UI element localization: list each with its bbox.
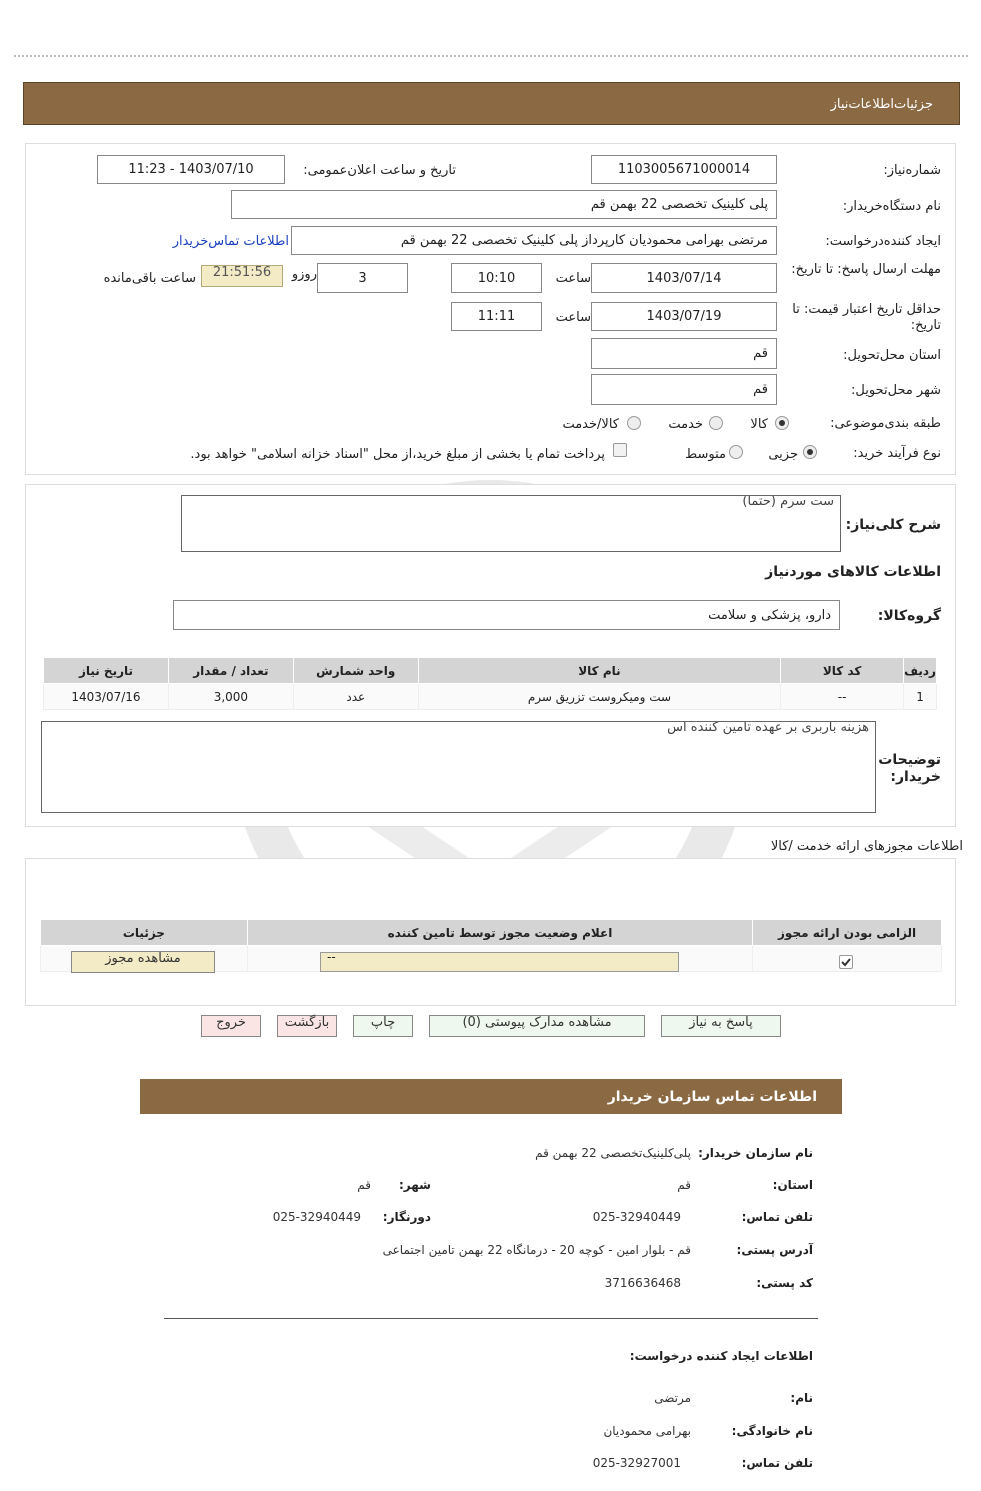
validity-label: حداقل تاریخ اعتبار قیمت: تا تاریخ: <box>792 302 941 333</box>
page-title: جزئیات‌اطلاعات‌نیاز <box>830 97 933 112</box>
announce-label: تاریخ و ساعت اعلان‌عمومی: <box>303 163 456 178</box>
buyer-contact-link[interactable]: اطلاعات تماس‌خریدار <box>172 234 289 249</box>
contact-postal-value: 3716636468 <box>604 1276 681 1290</box>
contact-header-bar <box>140 1079 842 1114</box>
contact-title: اطلاعات تماس سازمان خریدار <box>607 1089 817 1105</box>
col-permit-details: جزئیات <box>41 920 248 946</box>
col-name: نام کالا <box>418 658 781 684</box>
table-row <box>44 684 937 710</box>
top-divider <box>14 55 968 57</box>
summary-field: ست سرم (حتما) <box>181 495 841 552</box>
summary-label: شرح کلی‌نیاز: <box>845 517 941 533</box>
category-service-radio[interactable] <box>709 416 723 430</box>
category-label: طبقه بندی‌موضوعی: <box>830 416 941 431</box>
category-goods-radio[interactable] <box>775 416 789 430</box>
col-permit-required: الزامی بودن ارائه مجوز <box>753 920 942 946</box>
process-medium-radio[interactable] <box>729 445 743 459</box>
creator-info-title: اطلاعات ایجاد کننده درخواست: <box>629 1349 813 1363</box>
cell-date: 1403/07/16 <box>44 684 169 710</box>
buyer-notes-label: توضیحات خریدار: <box>878 752 941 785</box>
contact-city-label: شهر: <box>399 1178 431 1192</box>
creator-family-value: بهرامی محمودیان <box>603 1424 691 1438</box>
reply-deadline-label: مهلت ارسال پاسخ: تا تاریخ: <box>791 262 941 277</box>
col-code: کد کالا <box>781 658 904 684</box>
creator-phone-value: 025-32927001 <box>592 1456 681 1470</box>
contact-address-label: آدرس پستی: <box>736 1243 813 1257</box>
col-date: تاریخ نیاز <box>44 658 169 684</box>
validity-time-field: 11:11 <box>451 302 542 331</box>
contact-province-label: استان: <box>772 1178 813 1192</box>
contact-org-label: نام سازمان خریدار: <box>698 1146 813 1160</box>
col-unit: واحد شمارش <box>293 658 418 684</box>
contact-fax-label: دورنگار: <box>382 1210 431 1224</box>
print-button[interactable]: چاپ <box>353 1015 413 1037</box>
permits-title: اطلاعات مجوزهای ارائه خدمت /کالا <box>770 839 963 854</box>
cell-code: -- <box>781 684 904 710</box>
creator-label: ایجاد کننده‌درخواست: <box>825 234 941 249</box>
permits-table-header <box>41 920 942 946</box>
category-both-label: کالا/خدمت <box>562 417 619 432</box>
creator-phone-label: تلفن تماس: <box>741 1456 813 1470</box>
view-permit-button[interactable]: مشاهده مجوز <box>71 951 215 973</box>
days-label: روزو <box>291 267 317 282</box>
contact-phone-value: 025-32940449 <box>592 1210 681 1224</box>
treasury-note: پرداخت تمام یا بخشی از مبلغ خرید،از محل "اسناد خزانه اسلامی" خواهد بود. <box>190 447 605 462</box>
permit-status-field[interactable]: -- <box>320 952 679 972</box>
category-both-radio[interactable] <box>627 416 641 430</box>
announce-datetime-field: 1403/07/10 - 11:23 <box>97 155 285 184</box>
need-number-field: 1103005671000014 <box>591 155 777 184</box>
creator-name-value: مرتضی <box>654 1391 691 1405</box>
contact-postal-label: کد پستی: <box>756 1276 813 1290</box>
process-minor-radio[interactable] <box>803 445 817 459</box>
col-qty: تعداد / مقدار <box>168 658 293 684</box>
process-minor-label: جزیی <box>768 447 798 462</box>
contact-province-value: قم <box>677 1178 691 1192</box>
category-service-label: خدمت <box>668 417 703 432</box>
reply-time-field: 10:10 <box>451 263 542 293</box>
validity-time-label: ساعت <box>555 310 591 325</box>
contact-org-value: پلی‌کلینیک‌تخصصی 22 بهمن قم <box>535 1146 691 1160</box>
process-label: نوع فرآیند خرید: <box>853 446 941 461</box>
permit-required-checkbox <box>839 955 853 969</box>
days-field: 3 <box>317 263 408 293</box>
back-button[interactable]: بازگشت <box>277 1015 337 1037</box>
category-goods-label: کالا <box>750 417 768 432</box>
check-icon <box>840 956 852 968</box>
reply-button[interactable]: پاسخ به نیاز <box>661 1015 781 1037</box>
creator-field: مرتضی بهرامی محمودیان کارپرداز پلی کلینیک تخصصی 22 بهمن قم <box>291 226 777 255</box>
buyer-notes-field: هزینه باربری بر عهده تامین کننده اس <box>41 721 876 813</box>
buyer-org-field: پلی کلینیک تخصصی 22 بهمن قم <box>231 190 777 219</box>
goods-table <box>43 657 937 710</box>
countdown-timer: 21:51:56 <box>201 265 283 287</box>
city-label: شهر محل‌تحویل: <box>851 383 941 398</box>
city-field: قم <box>591 374 777 405</box>
contact-address-value: قم - بلوار امین - کوچه 20 - درمانگاه 22 بهمن تامین اجتماعی <box>382 1243 691 1257</box>
cell-unit: عدد <box>293 684 418 710</box>
creator-name-label: نام: <box>790 1391 813 1405</box>
col-row: ردیف <box>904 658 937 684</box>
contact-fax-value: 025-32940449 <box>272 1210 361 1224</box>
goods-group-field: دارو، پزشکی و سلامت <box>173 600 840 630</box>
goods-info-title: اطلاعات کالاهای موردنیاز <box>765 564 941 580</box>
treasury-checkbox[interactable] <box>613 443 627 457</box>
reply-date-field: 1403/07/14 <box>591 263 777 293</box>
creator-family-label: نام خانوادگی: <box>731 1424 813 1438</box>
goods-table-header <box>44 658 937 684</box>
attachments-button[interactable]: مشاهده مدارک پیوستی (0) <box>429 1015 645 1037</box>
cell-qty: 3,000 <box>168 684 293 710</box>
page-header-bar <box>23 82 960 125</box>
need-number-label: شماره‌نیاز: <box>883 163 941 178</box>
validity-date-field: 1403/07/19 <box>591 302 777 331</box>
exit-button[interactable]: خروج <box>201 1015 261 1037</box>
cell-row: 1 <box>904 684 937 710</box>
contact-city-value: قم <box>357 1178 371 1192</box>
remaining-label: ساعت باقی‌مانده <box>103 271 196 286</box>
contact-phone-label: تلفن تماس: <box>741 1210 813 1224</box>
cell-name: ست ومیکروست تزریق سرم <box>418 684 781 710</box>
buyer-org-label: نام دستگاه‌خریدار: <box>842 199 941 214</box>
reply-time-label: ساعت <box>555 271 591 286</box>
col-permit-status: اعلام وضعیت مجوز توسط تامین کننده <box>247 920 752 946</box>
province-label: استان محل‌تحویل: <box>843 348 941 363</box>
goods-group-label: گروه‌کالا: <box>877 608 941 624</box>
process-medium-label: متوسط <box>685 447 726 462</box>
province-field: قم <box>591 338 777 369</box>
contact-separator <box>164 1318 818 1319</box>
